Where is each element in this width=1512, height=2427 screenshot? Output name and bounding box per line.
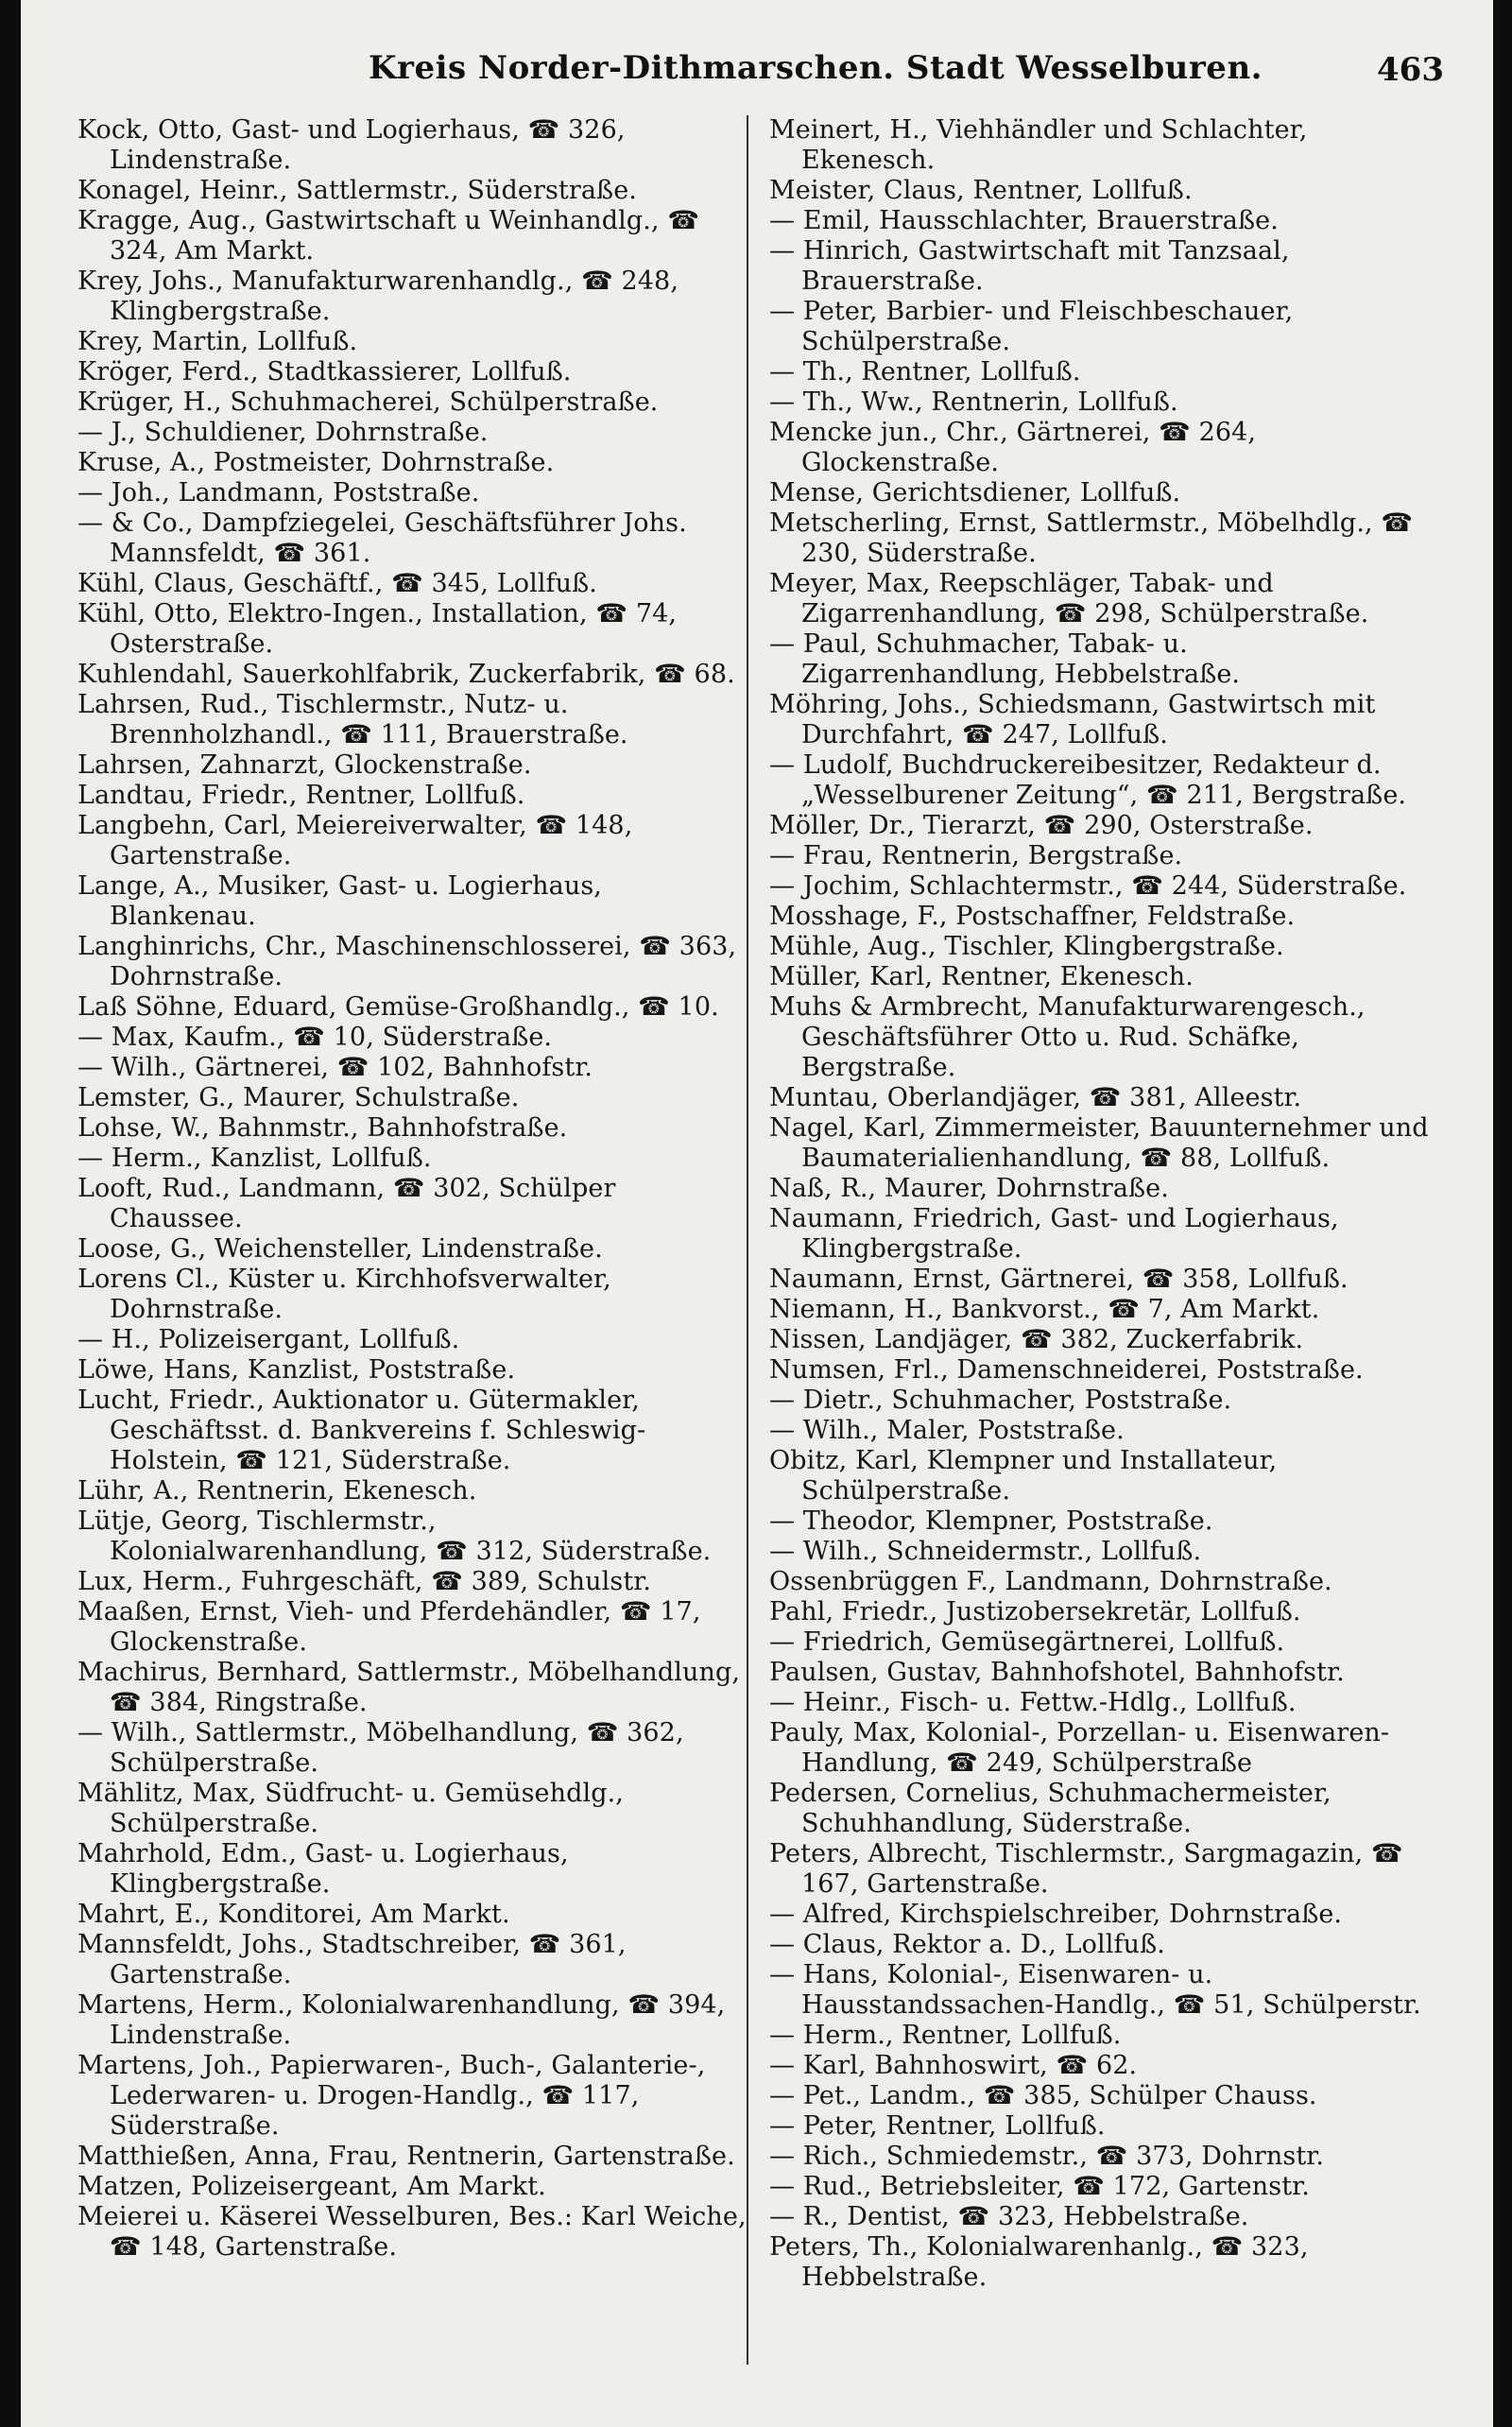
directory-entry: Mosshage, F., Postschaffner, Feldstraße. <box>769 902 1296 931</box>
directory-entry: Lütje, Georg, Tischlermstr., Kolonialwarenhandlung, ☎ 312, Süderstraße. <box>77 1506 712 1566</box>
directory-entry: Mahrt, E., Konditorei, Am Markt. <box>77 1900 510 1929</box>
directory-entry: Naumann, Friedrich, Gast- und Logierhaus, Klingbergstraße. <box>769 1204 1339 1264</box>
directory-entry: — Theodor, Klempner, Poststraße. <box>769 1506 1213 1536</box>
directory-entry: Müller, Karl, Rentner, Ekenesch. <box>769 962 1194 991</box>
directory-entry: Lange, A., Musiker, Gast- u. Logierhaus, Blankenau. <box>77 871 602 931</box>
directory-entry: Lemster, G., Maurer, Schulstraße. <box>77 1083 520 1112</box>
directory-entry: — Emil, Hausschlachter, Brauerstraße. <box>769 206 1279 235</box>
directory-entry: — R., Dentist, ☎ 323, Hebbelstraße. <box>769 2202 1249 2231</box>
directory-entry: — Peter, Rentner, Lollfuß. <box>769 2111 1106 2141</box>
directory-entry: Kuhlendahl, Sauerkohlfabrik, Zuckerfabrik, ☎ 68. <box>77 660 735 689</box>
left-column <box>77 115 748 2263</box>
directory-entry: — Rud., Betriebsleiter, ☎ 172, Gartenstr. <box>769 2172 1310 2201</box>
directory-entry: Möhring, Johs., Schiedsmann, Gastwirtsch mit Durchfahrt, ☎ 247, Lollfuß. <box>769 690 1376 749</box>
directory-entry: Möller, Dr., Tierarzt, ☎ 290, Osterstraße. <box>769 811 1314 840</box>
directory-entry: Lux, Herm., Fuhrgeschäft, ☎ 389, Schulstr. <box>77 1567 652 1596</box>
directory-entry: Pahl, Friedr., Justizobersekretär, Lollfuß. <box>769 1597 1301 1627</box>
directory-entry: Krüger, H., Schuhmacherei, Schülperstraße. <box>77 387 659 417</box>
directory-entry: Kühl, Claus, Geschäftf., ☎ 345, Lollfuß. <box>77 569 597 598</box>
directory-entry: Lühr, A., Rentnerin, Ekenesch. <box>77 1476 477 1506</box>
directory-entry: Meierei u. Käserei Wesselburen, Bes.: Karl Weiche, ☎ 148, Gartenstraße. <box>77 2202 747 2262</box>
directory-entry: Kruse, A., Postmeister, Dohrnstraße. <box>77 448 555 477</box>
directory-entry: Konagel, Heinr., Sattlermstr., Süderstraße. <box>77 176 637 205</box>
directory-entry: — Friedrich, Gemüsegärtnerei, Lollfuß. <box>769 1627 1285 1657</box>
directory-entry: — Th., Ww., Rentnerin, Lollfuß. <box>769 387 1178 417</box>
directory-entry: — Paul, Schuhmacher, Tabak- u. Zigarrenhandlung, Hebbelstraße. <box>769 629 1241 689</box>
directory-entry: — Alfred, Kirchspielschreiber, Dohrnstraße. <box>769 1900 1343 1929</box>
directory-entry: Krey, Martin, Lollfuß. <box>77 327 358 356</box>
directory-entry: — Joh., Landmann, Poststraße. <box>77 478 480 508</box>
directory-entry: Peters, Albrecht, Tischlermstr., Sargmagazin, ☎ 167, Gartenstraße. <box>769 1839 1403 1899</box>
directory-entry: Langhinrichs, Chr., Maschinenschlosserei, ☎ 363, Dohrnstraße. <box>77 932 737 991</box>
directory-entry: Pauly, Max, Kolonial-, Porzellan- u. Eisenwaren-Handlung, ☎ 249, Schülperstraße <box>769 1718 1390 1778</box>
directory-entry: — Wilh., Gärtnerei, ☎ 102, Bahnhofstr. <box>77 1053 593 1082</box>
running-title: Kreis Norder-Dithmarschen. Stadt Wesselburen. <box>369 49 1263 87</box>
directory-entry: Martens, Herm., Kolonialwarenhandlung, ☎ 394, Lindenstraße. <box>77 1990 726 2050</box>
directory-entry: Lucht, Friedr., Auktionator u. Gütermakler, Geschäftsst. d. Bankvereins f. Schleswig-Holstein, ☎ 121, Süderstraße. <box>77 1386 646 1475</box>
directory-entry: — Wilh., Sattlermstr., Möbelhandlung, ☎ 362, Schülperstraße. <box>77 1718 684 1778</box>
directory-entry: — J., Schuldiener, Dohrnstraße. <box>77 418 489 447</box>
directory-entry: — Th., Rentner, Lollfuß. <box>769 357 1081 387</box>
directory-entry: Laß Söhne, Eduard, Gemüse-Großhandlg., ☎ 10. <box>77 992 719 1022</box>
directory-entry: Metscherling, Ernst, Sattlermstr., Möbelhdlg., ☎ 230, Süderstraße. <box>769 508 1414 568</box>
directory-entry: — Herm., Kanzlist, Lollfuß. <box>77 1144 432 1173</box>
directory-entry: Naumann, Ernst, Gärtnerei, ☎ 358, Lollfuß. <box>769 1265 1349 1294</box>
directory-entry: Meyer, Max, Reepschläger, Tabak- und Zigarrenhandlung, ☎ 298, Schülperstraße. <box>769 569 1369 628</box>
directory-entry: — Wilh., Schneidermstr., Lollfuß. <box>769 1537 1202 1566</box>
directory-entry: Löwe, Hans, Kanzlist, Poststraße. <box>77 1355 516 1385</box>
page-number: 463 <box>1377 51 1444 89</box>
directory-entry: Meinert, H., Viehhändler und Schlachter, Ekenesch. <box>769 115 1308 175</box>
directory-entry: Nissen, Landjäger, ☎ 382, Zuckerfabrik. <box>769 1325 1304 1354</box>
directory-entry: — Max, Kaufm., ☎ 10, Süderstraße. <box>77 1023 553 1052</box>
directory-page <box>21 0 1493 2427</box>
directory-entry: — Hinrich, Gastwirtschaft mit Tanzsaal, Brauerstraße. <box>769 236 1290 296</box>
directory-entry: Matzen, Polizeisergeant, Am Markt. <box>77 2172 546 2201</box>
directory-entry: Obitz, Karl, Klempner und Installateur, Schülperstraße. <box>769 1446 1278 1506</box>
directory-entry: Numsen, Frl., Damenschneiderei, Poststraße. <box>769 1355 1364 1385</box>
directory-entry: — & Co., Dampfziegelei, Geschäftsführer Johs. Mannsfeldt, ☎ 361. <box>77 508 687 568</box>
directory-entry: Lohse, W., Bahnmstr., Bahnhofstraße. <box>77 1113 568 1143</box>
directory-entry: — Karl, Bahnhoswirt, ☎ 62. <box>769 2051 1138 2080</box>
directory-entry: — Wilh., Maler, Poststraße. <box>769 1416 1125 1445</box>
directory-entry: Martens, Joh., Papierwaren-, Buch-, Galanterie-, Lederwaren- u. Drogen-Handlg., ☎ 117, Süderstraße. <box>77 2051 706 2141</box>
directory-entry: Mühle, Aug., Tischler, Klingbergstraße. <box>769 932 1284 961</box>
directory-entry: Mannsfeldt, Johs., Stadtschreiber, ☎ 361, Gartenstraße. <box>77 1930 627 1989</box>
directory-entry: Langbehn, Carl, Meiereiverwalter, ☎ 148, Gartenstraße. <box>77 811 633 870</box>
directory-entry: Mahrhold, Edm., Gast- u. Logierhaus, Klingbergstraße. <box>77 1839 569 1899</box>
directory-entry: Landtau, Friedr., Rentner, Lollfuß. <box>77 781 525 810</box>
directory-entry: Pedersen, Cornelius, Schuhmachermeister, Schuhhandlung, Süderstraße. <box>769 1779 1332 1838</box>
directory-entry: Loose, G., Weichensteller, Lindenstraße. <box>77 1234 603 1264</box>
directory-entry: Peters, Th., Kolonialwarenhanlg., ☎ 323, Hebbelstraße. <box>769 2232 1309 2292</box>
directory-entry: Matthießen, Anna, Frau, Rentnerin, Gartenstraße. <box>77 2142 735 2171</box>
directory-entry: Naß, R., Maurer, Dohrnstraße. <box>769 1174 1169 1203</box>
directory-entry: Lahrsen, Zahnarzt, Glockenstraße. <box>77 750 532 780</box>
directory-entry: Mencke jun., Chr., Gärtnerei, ☎ 264, Glockenstraße. <box>769 418 1257 477</box>
directory-entry: Niemann, H., Bankvorst., ☎ 7, Am Markt. <box>769 1295 1320 1324</box>
directory-entry: Kock, Otto, Gast- und Logierhaus, ☎ 326, Lindenstraße. <box>77 115 626 175</box>
directory-entry: Mählitz, Max, Südfrucht- u. Gemüsehdlg., Schülperstraße. <box>77 1779 624 1838</box>
directory-entry: — Rich., Schmiedemstr., ☎ 373, Dohrnstr. <box>769 2142 1325 2171</box>
directory-entry: — Peter, Barbier- und Fleischbeschauer, Schülperstraße. <box>769 297 1294 356</box>
directory-entry: — Jochim, Schlachtermstr., ☎ 244, Süderstraße. <box>769 871 1407 901</box>
directory-entry: — Dietr., Schuhmacher, Poststraße. <box>769 1386 1232 1415</box>
directory-entry: Looft, Rud., Landmann, ☎ 302, Schülper Chaussee. <box>77 1174 616 1233</box>
directory-entry: — H., Polizeisergant, Lollfuß. <box>77 1325 460 1354</box>
directory-entry: — Herm., Rentner, Lollfuß. <box>769 2021 1122 2050</box>
directory-entry: Muntau, Oberlandjäger, ☎ 381, Alleestr. <box>769 1083 1302 1112</box>
column-divider <box>747 115 748 2365</box>
directory-entry: — Frau, Rentnerin, Bergstraße. <box>769 841 1183 870</box>
directory-entry: Nagel, Karl, Zimmermeister, Bauunternehmer und Baumaterialienhandlung, ☎ 88, Lollfuß. <box>769 1113 1429 1173</box>
directory-entry: Ossenbrüggen F., Landmann, Dohrnstraße. <box>769 1567 1332 1596</box>
directory-entry: — Heinr., Fisch- u. Fettw.-Hdlg., Lollfuß. <box>769 1688 1297 1717</box>
directory-entry: — Claus, Rektor a. D., Lollfuß. <box>769 1930 1165 1959</box>
directory-entry: Machirus, Bernhard, Sattlermstr., Möbelhandlung, ☎ 384, Ringstraße. <box>77 1658 741 1717</box>
directory-entry: Paulsen, Gustav, Bahnhofshotel, Bahnhofstr. <box>769 1658 1345 1687</box>
directory-entry: — Ludolf, Buchdruckereibesitzer, Redakteur d. „Wesselburener Zeitung“, ☎ 211, Bergstraße. <box>769 750 1407 810</box>
directory-entry: Maaßen, Ernst, Vieh- und Pferdehändler, ☎ 17, Glockenstraße. <box>77 1597 701 1657</box>
directory-entry: Meister, Claus, Rentner, Lollfuß. <box>769 176 1193 205</box>
directory-entry: Lorens Cl., Küster u. Kirchhofsverwalter, Dohrnstraße. <box>77 1265 611 1324</box>
directory-entry: Muhs & Armbrecht, Manufakturwarengesch., Geschäftsführer Otto u. Rud. Schäfke, Bergstraße. <box>769 992 1366 1082</box>
directory-entry: Kühl, Otto, Elektro-Ingen., Installation, ☎ 74, Osterstraße. <box>77 599 678 659</box>
directory-entry: — Hans, Kolonial-, Eisenwaren- u. Hausstandssachen-Handlg., ☎ 51, Schülperstr. <box>769 1960 1421 2020</box>
directory-entry: Kröger, Ferd., Stadtkassierer, Lollfuß. <box>77 357 572 387</box>
directory-entry: Lahrsen, Rud., Tischlermstr., Nutz- u. Brennholzhandl., ☎ 111, Brauerstraße. <box>77 690 628 749</box>
page-header <box>21 47 1493 104</box>
directory-entry: — Pet., Landm., ☎ 385, Schülper Chauss. <box>769 2081 1317 2110</box>
directory-entry: Krey, Johs., Manufakturwarenhandlg., ☎ 248, Klingbergstraße. <box>77 267 679 326</box>
directory-entry: Mense, Gerichtsdiener, Lollfuß. <box>769 478 1181 508</box>
right-column <box>769 115 1440 2293</box>
directory-entry: Kragge, Aug., Gastwirtschaft u Weinhandlg., ☎ 324, Am Markt. <box>77 206 700 266</box>
